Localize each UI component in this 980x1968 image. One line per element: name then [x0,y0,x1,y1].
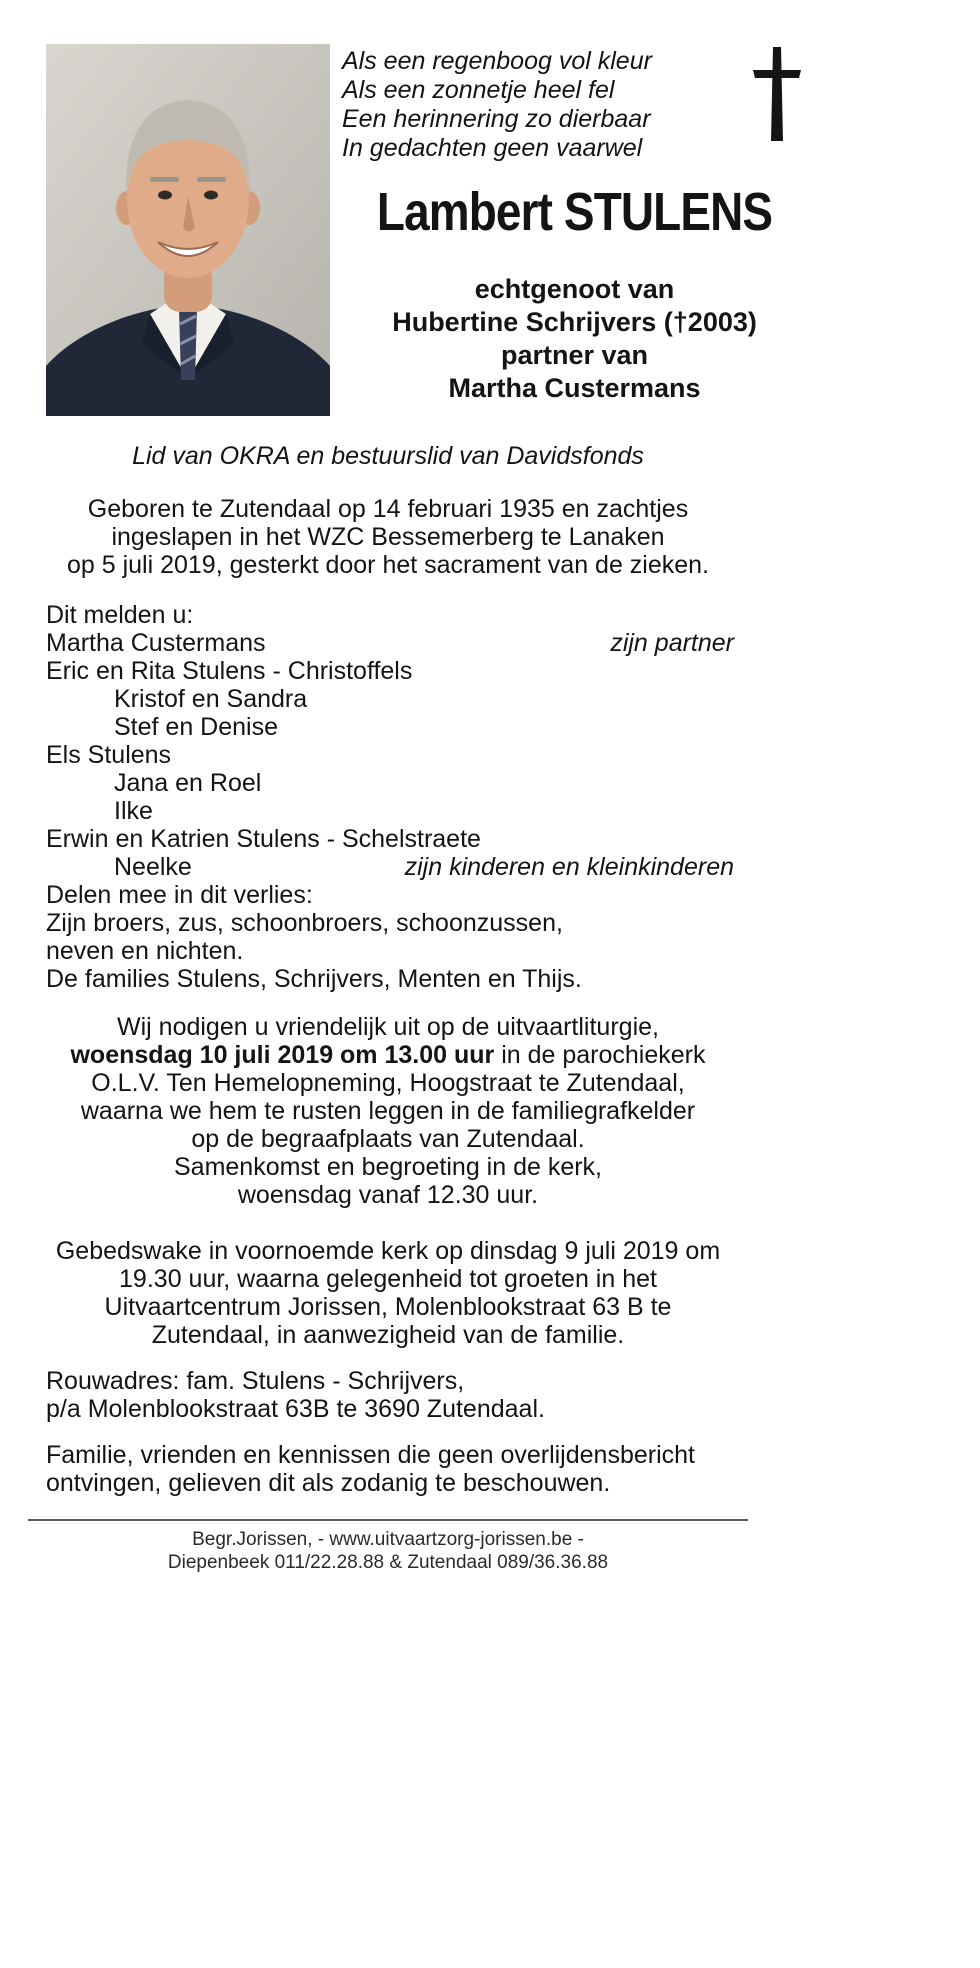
funeral-line: woensdag vanaf 12.30 uur. [237,1181,539,1209]
poem-line: Een herinnering zo dierbaar [342,105,651,133]
mourning-address [28,1367,748,1423]
relation-line: Hubertine Schrijvers (†2003) [392,307,757,337]
funeral-line: Wij nodigen u vriendelijk uit op de uitvaartliturgie, [117,1013,659,1041]
wake-line: Zutendaal, in aanwezigheid van de familie. [151,1321,625,1349]
family-member-name: Eric en Rita Stulens - Christoffels [46,657,413,685]
poem-line: Als een regenboog vol kleur [342,47,652,75]
family-member-row [46,713,734,741]
undertaker-footer [28,1519,748,1574]
family-closing-line: Zijn broers, zus, schoonbroers, schoonzussen, [46,909,563,937]
header-right [330,44,807,416]
undertaker-footer-line: Begr.Jorissen, - www.uitvaartzorg-jorissen.be - [192,1529,584,1550]
deceased-name: Lambert STULENS [376,182,773,242]
funeral-line: op de begraafplaats van Zutendaal. [191,1125,585,1153]
wake-line: 19.30 uur, waarna gelegenheid tot groeten in het [119,1265,657,1293]
family-member-name: Jana en Roel [114,769,262,797]
wake-line: Uitvaartcentrum Jorissen, Molenblookstraat 63 B te [104,1293,672,1321]
family-member-name: Erwin en Katrien Stulens - Schelstraete [46,825,481,853]
relations [342,273,807,405]
undertaker-footer-line: Diepenbeek 011/22.28.88 & Zutendaal 089/36.36.88 [167,1552,609,1573]
family-member-row [46,629,734,657]
life-summary-line: Geboren te Zutendaal op 14 februari 1935 en zachtjes [87,495,689,523]
family-member-name: Stef en Denise [114,713,278,741]
header [28,44,773,416]
family-announcement [28,601,748,993]
life-summary-line: ingeslapen in het WZC Bessemerberg te Lanaken [111,523,665,551]
funeral-line: O.L.V. Ten Hemelopneming, Hoogstraat te Zutendaal, [91,1069,685,1097]
general-notice-line: Familie, vrienden en kennissen die geen overlijdensbericht [46,1441,695,1469]
family-member-row [46,685,734,713]
funeral-invitation [28,1013,748,1209]
relation-line: echtgenoot van [474,274,675,304]
family-member-name: Els Stulens [46,741,172,769]
family-member-name: Neelke [114,853,192,881]
family-member-name: Ilke [114,797,153,825]
family-intro: Dit melden u: [46,601,194,629]
general-notice-line: ontvingen, gelieven dit als zodanig te beschouwen. [46,1469,611,1497]
membership-line: Lid van OKRA en bestuurslid van Davidsfonds [132,442,644,470]
portrait-photo [46,44,330,416]
family-closing-line: neven en nichten. [46,937,244,965]
family-member-row [46,741,734,769]
mourning-address-line: Rouwadres: fam. Stulens - Schrijvers, [46,1367,465,1395]
family-member-row [46,657,734,685]
funeral-line: Samenkomst en begroeting in de kerk, [173,1153,602,1181]
funeral-line: waarna we hem te rusten leggen in de familiegrafkelder [80,1097,696,1125]
family-member-name: Kristof en Sandra [114,685,308,713]
family-member-row [46,853,734,881]
poem [342,44,807,163]
funeral-datetime: woensdag 10 juli 2019 om 13.00 uur [70,1041,495,1069]
general-notice [28,1441,748,1497]
wake-line: Gebedswake in voornoemde kerk op dinsdag 9 juli 2019 om [55,1237,721,1265]
relation-note: zijn partner [610,629,734,657]
relation-note: zijn kinderen en kleinkinderen [404,853,734,881]
family-member-row [46,797,734,825]
relation-line: partner van [501,340,649,370]
portrait-photo-illustration [46,44,330,416]
wake-info [28,1237,748,1349]
family-closing-line: Delen mee in dit verlies: [46,881,313,909]
obituary-page [28,0,773,1574]
family-member-name: Martha Custermans [46,629,266,657]
poem-line: In gedachten geen vaarwel [342,134,643,162]
funeral-line-rest: in de parochiekerk [494,1041,706,1069]
funeral-line [28,1041,748,1069]
family-member-row [46,769,734,797]
relation-line: Martha Custermans [448,373,701,403]
mourning-address-line: p/a Molenblookstraat 63B te 3690 Zutendaal. [46,1395,545,1423]
family-member-row [46,825,734,853]
cross-icon [751,46,803,142]
poem-line: Als een zonnetje heel fel [342,76,615,104]
life-summary-line: op 5 juli 2019, gesterkt door het sacrament van de zieken. [66,551,710,579]
life-summary [28,495,748,579]
family-closing-line: De families Stulens, Schrijvers, Menten en Thijs. [46,965,582,993]
